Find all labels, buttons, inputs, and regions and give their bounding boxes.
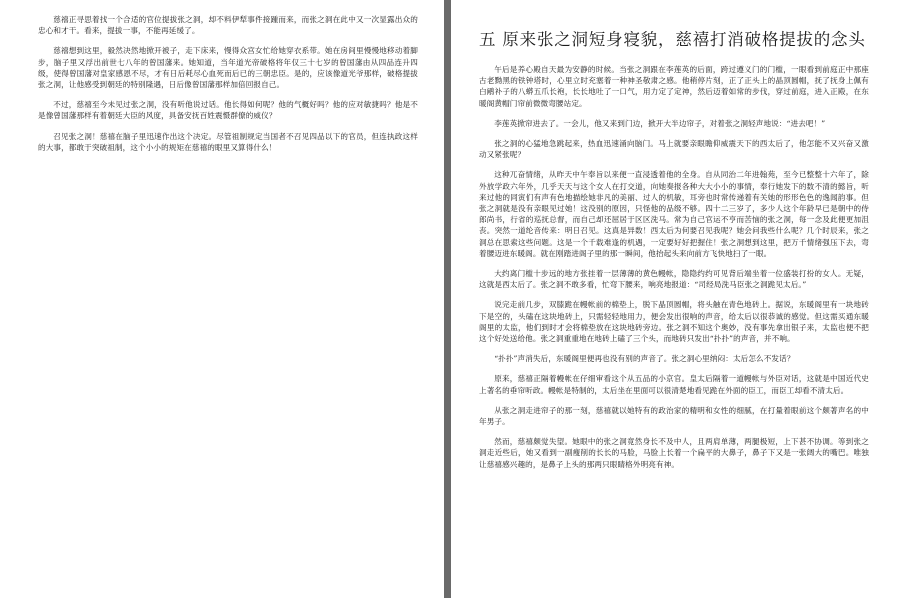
left-paragraph-2: 慈禧想到这里，毅然决然地掀开被子，走下床来，慢得众宫女忙给她穿衣系带。她在房间里慢慢地移动着脚步，脑子里又浮出前世七八年的曾国藩来。她知道，当年道光帝破格将年仅三十七岁的曾国藩由从四品连升四级，使得曾国藩对皇家感恩不尽，才有日后耗尽心血死而后已的三朝忠臣。是的，应该像道光爷那样，破格提拔张之洞，让他感受到朝廷的特别隆遇，日后像曾国藩那样加倍回报自己。 — [38, 46, 418, 90]
left-page — [0, 0, 444, 598]
left-paragraph-3: 不过，慈禧至今未见过张之洞，没有听他说过话。他长得如何呢？他的气概好吗？他的应对敏捷吗？他是不是像曾国藩那样有着朝廷大臣的风度，具备安抚百姓震慑群僚的威仪？ — [38, 100, 418, 121]
right-paragraph-2: 李莲英掀帘进去了。一会儿，他又来到门边，掀开大半边帘子，对着张之洞轻声地说：“进去吧！” — [494, 118, 826, 128]
right-paragraph-8: 原来，慈禧正隔着幔帐在仔细审看这个从五品的小京官。皇太后隔着一道幔帐与外臣对话，这就是中国近代史上著名的垂帘听政。幔帐是特制的，太后坐在里面可以很清楚地看见跪在外面的臣工，而臣工却看不清太后。 — [479, 374, 869, 395]
chapter-title: 五 原来张之洞短身寝貌，慈禧打消破格提拔的念头 — [479, 30, 866, 49]
right-page — [451, 0, 899, 598]
left-paragraph-1: 慈禧正寻思着找一个合适的官位提拔张之洞，却不料伊犁事件接踵而来，而张之洞在此中又一次显露出众的忠心和才干。看来，提拔一事，不能再延缓了。 — [38, 15, 418, 36]
right-paragraph-1: 午后是养心殿自天最为安静的时候。当张之洞跟在李莲英的后面，跨过遵义门的门槛，一眼看到前庭正中那座古老黝黑的铁钟塔时，心里立时充塞着一种神圣敬肃之感。他稍停片刻，正了正头上的晶顶圆帽，抚了抚身上佩有白鹇补子的八蟒五爪长袍，长长地吐了一口气，用力定了定神，然后迈着如常的步伐，穿过前庭，进入正殿，在东暖阁黄帽门帘前微微弯腰站定。 — [479, 65, 869, 108]
right-paragraph-5: 大约离门槛十步远的地方张挂着一层薄薄的黄色幔帐，隐隐约约可见背后端坐着一位盛装打扮的女人。无疑，这就是西太后了。张之洞不敢多看，忙弯下腰来，响亮地报道：“司经局洗马臣张之洞跪见太后。” — [479, 269, 869, 290]
right-paragraph-6: 说完走前几步，双膝跪在幔帐前的棉垫上，脱下晶顶圆帽，将头触在青色地砖上。据说，东暖阁里有一块地砖下是空的，头磕在这块地砖上，只需轻轻地用力，便会发出很响的声音，给太后以很恭诚的感觉。但这需买通东暖阁里的太监，他们到时才会将棉垫放在这块地砖旁边。张之洞不知这个奥妙，没有事先拿出银子来，太监也便不把这个好处送给他。张之洞重重地在地砖上磕了三个头，而地砖只发出“扑扑”的声音，并不响。 — [479, 300, 869, 344]
right-paragraph-9: 从张之洞走进帘子的那一刻，慈禧就以她特有的政治家的精明和女性的细腻，在打量着眼前这个颇著声名的中年男子。 — [479, 405, 869, 427]
right-paragraph-3: 张之洞的心猛地急跳起来，热血迅速涌向脑门。马上就要亲眼瞻仰威震天下的西太后了，他怎能不又兴奋又激动又紧张呢？ — [479, 139, 869, 160]
right-paragraph-4: 这种兀奋情绪，从昨天中午奉旨以来便一直浸透着他的全身。自从同治二年进翰苑，至今已整整十六年了，除外放学政六年外，几乎天天与这个女人在打交道，向她奏报各种大大小小的事情，奉行她发下的数不清的懿旨，听来过他的同寅们有声有色地描绘她非凡的美丽、过人的机敏，耳旁也时常传递着有关她的形形色色的逸闻韵事。但张之洞就是没有亲眼见过她！这没别的原因，只怪他的品级不够。四十二三岁了，多少人这个年龄早已是朝中的侍郎尚书，行省的巡抚总督，而自己却还屈居于区区洗马。常为自己官运不亨而苦恼的张之洞，每一念及此便更加沮丧。突然一道纶音传来：明日召见。这真是异数！西太后为何要召见我呢？她会问我些什么呢？几个时辰来，张之洞总在思索这些问题。这是一个千载难逢的机遇，一定要好好把握住！张之洞想到这里，把万千情绪强压下去，弯着腰迈进东暖阁。就在刚踏进阁子里的那一瞬间，他抬起头来向前方飞快地扫了一眼。 — [479, 170, 869, 258]
page-divider — [444, 0, 451, 598]
right-paragraph-10: 然而，慈禧颇觉失望。她眼中的张之洞竟然身长不及中人，且两肩单薄，两腿极短，上下甚不协调。等到张之洞走近些后，她又看到一副瘦削的长长的马脸，马脸上长着一个扁平的大鼻子，鼻子下又是一张阔大的嘴巴。唯独让慈禧感兴趣的，是鼻子上头的那两只眼睛格外明亮有神。 — [479, 437, 869, 469]
left-paragraph-4: 召见张之洞！慈禧在脑子里迅速作出这个决定。尽管祖制规定当国者不召见四品以下的官员，但连执政这样的大事，都敢于突破祖制，这个小小的规矩在慈禧的眼里又算得什么！ — [38, 131, 418, 152]
right-paragraph-7: “扑扑”声消失后，东暖阁里便再也没有别的声音了。张之洞心里纳闷：太后怎么不发话？ — [494, 354, 795, 364]
